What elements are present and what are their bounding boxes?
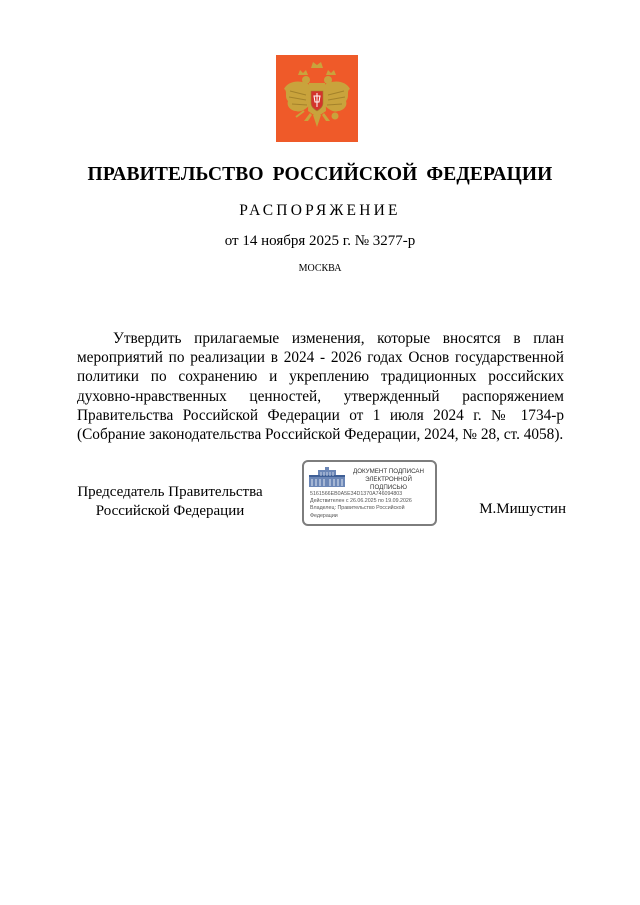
- certificate-number: 5161566EB0A5E34D1370A746094803: [310, 491, 403, 497]
- government-title: ПРАВИТЕЛЬСТВО РОССИЙСКОЙ ФЕДЕРАЦИИ: [87, 164, 553, 185]
- body-line: (Собрание законодательства Российской Федерации, 2024, № 28, ст. 4058).: [77, 426, 564, 444]
- body-line: Правительства Российской Федерации от 1 июля 2024 г. № 1734-р: [77, 406, 564, 424]
- certificate-validity: Действителен с 26.06.2025 по 19.09.2026: [310, 498, 412, 505]
- body-line: мероприятий по реализации в 2024 - 2026 годах Основ государственной: [77, 349, 564, 367]
- stamp-header: [346, 468, 431, 492]
- document-type: РАСПОРЯЖЕНИЕ: [239, 202, 401, 219]
- stamp-certificate-info: [310, 491, 432, 520]
- body-line: Утвердить прилагаемые изменения, которые вносятся в план: [113, 330, 564, 347]
- document-date-number: от 14 ноября 2025 г. № 3277-р: [224, 233, 416, 249]
- certificate-owner: Владелец: Правительство Российской: [310, 505, 405, 512]
- body-line: политики по сохранению и укреплению традиционных российских: [77, 368, 564, 386]
- coat-of-arms-icon: [276, 55, 358, 142]
- signer-name: М.Мишустин: [479, 501, 566, 517]
- signer-title: [70, 483, 270, 520]
- body-line: духовно-нравственных ценностей, утвержденный распоряжением: [77, 387, 564, 405]
- government-building-icon: [309, 467, 345, 487]
- document-city: МОСКВА: [298, 263, 342, 274]
- resolution-text: [77, 329, 564, 444]
- electronic-signature-stamp: [302, 460, 437, 526]
- signer-title-line: Председатель Правительства: [77, 484, 263, 500]
- certificate-owner: Федерации: [310, 512, 338, 519]
- stamp-header-line: ДОКУМЕНТ ПОДПИСАН: [353, 468, 424, 475]
- stamp-header-line: ЭЛЕКТРОННОЙ ПОДПИСЬЮ: [365, 476, 412, 491]
- signer-title-line: Российской Федерации: [95, 502, 245, 519]
